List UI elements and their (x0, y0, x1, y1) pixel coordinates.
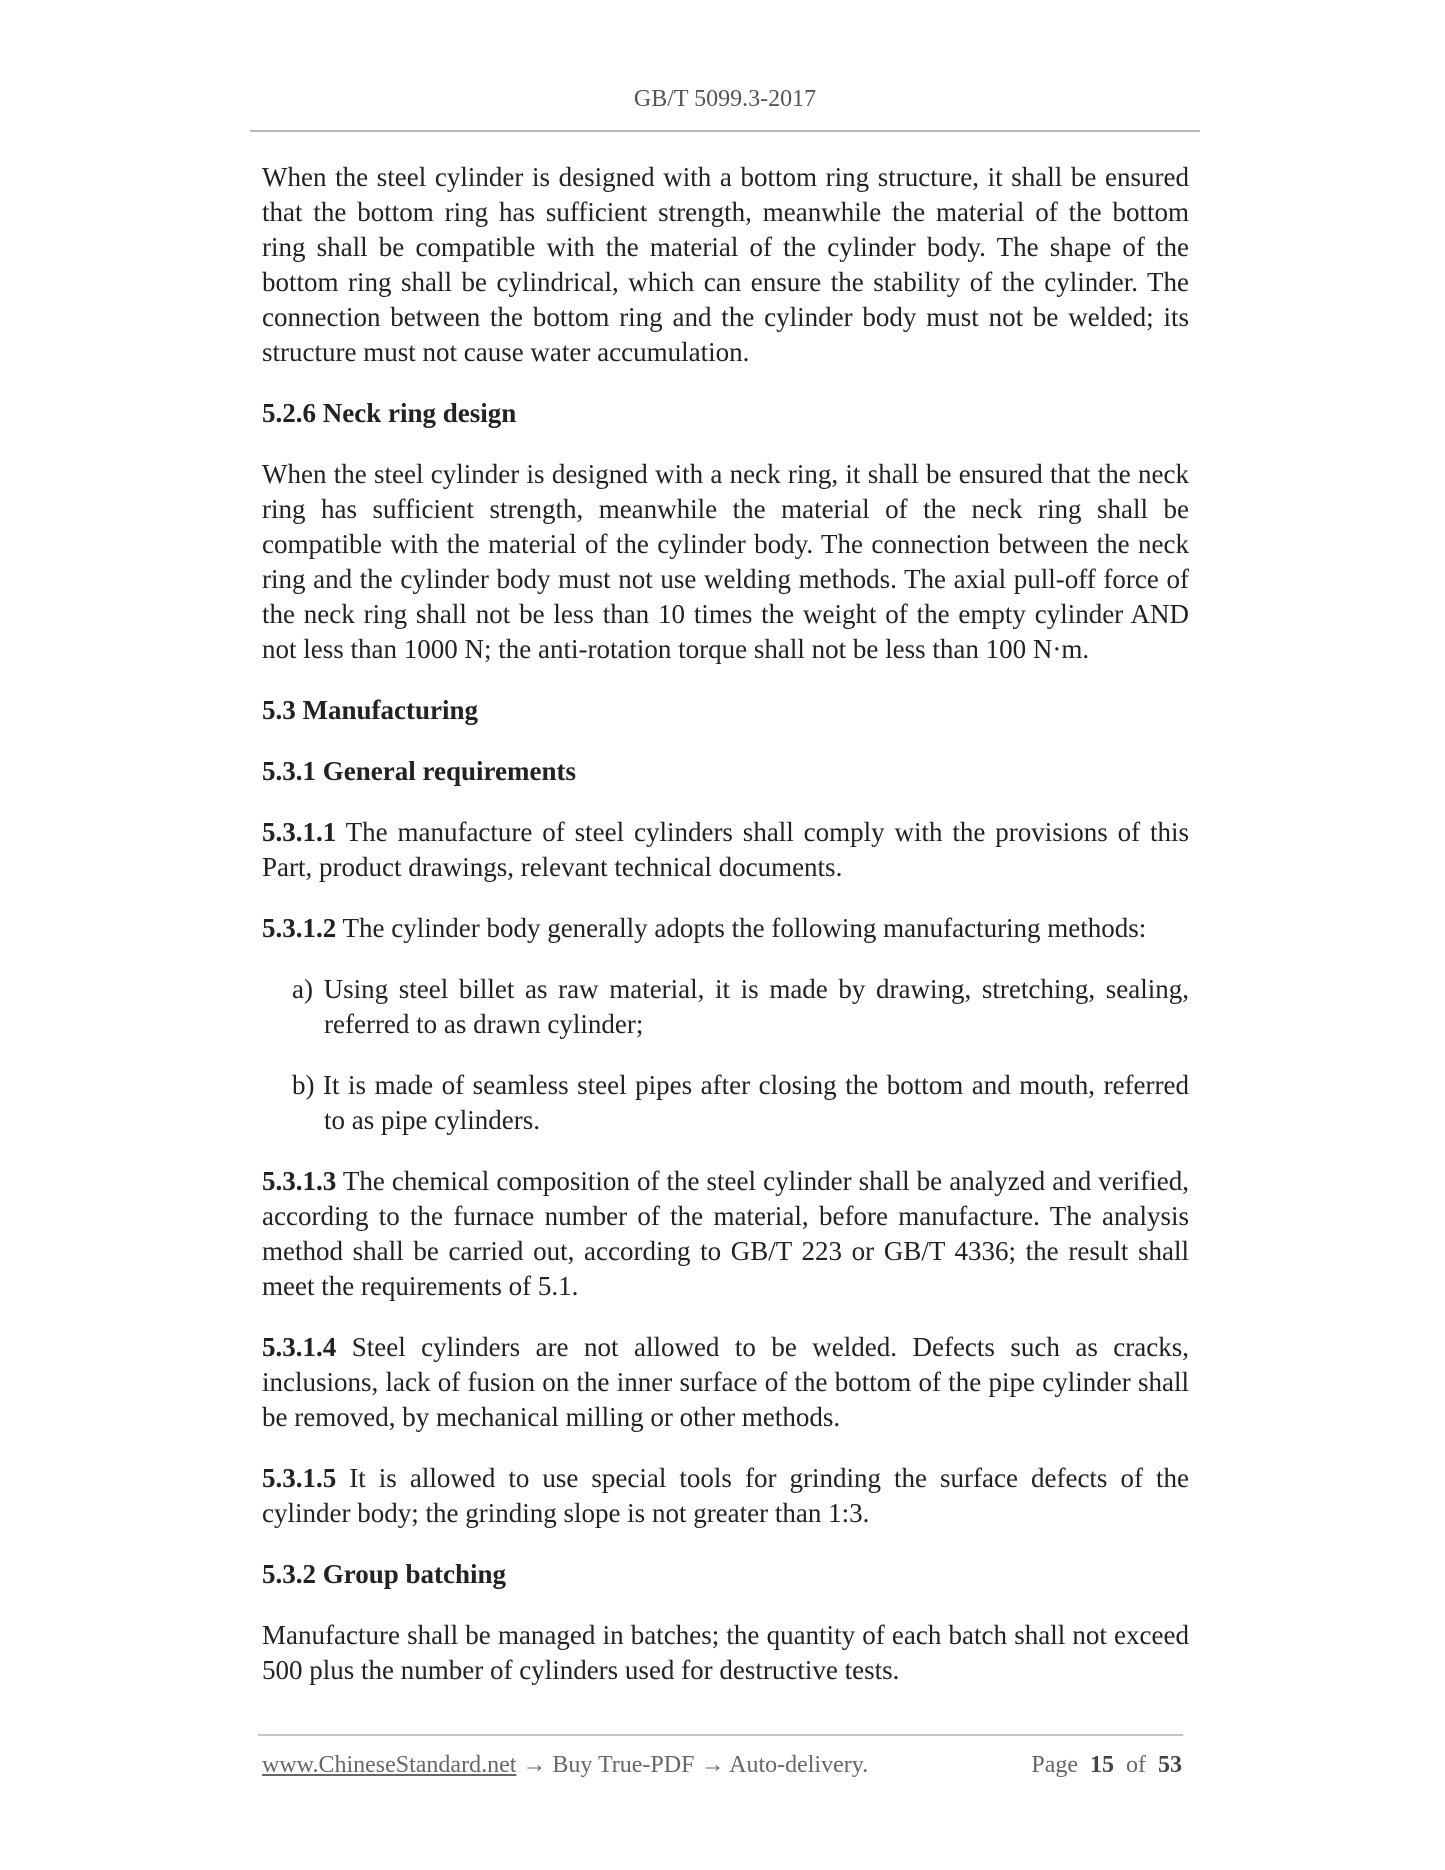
page-label: Page (1031, 1752, 1078, 1778)
clause-5-3-1-5 (262, 1461, 1189, 1531)
footer-promo-text: → Buy True-PDF → Auto-delivery. (516, 1752, 869, 1778)
clause-number: 5.3.1.1 (262, 817, 337, 847)
clause-5-3-1-4 (262, 1330, 1189, 1435)
clause-text: Steel cylinders are not allowed to be welded. Defects such as cracks, inclusions, lack of fusion on the inner surface of the bottom of the pipe cylinder shall be removed, by mechanical milling or other methods. (262, 1332, 1189, 1432)
list-item-b: b) It is made of seamless steel pipes after closing the bottom and mouth, referred to as pipe cylinders. (292, 1070, 1189, 1135)
document-header-id: GB/T 5099.3-2017 (633, 86, 817, 112)
page-current: 15 (1090, 1752, 1114, 1778)
list-item-a: a) Using steel billet as raw material, it is made by drawing, stretching, sealing, referred to as drawn cylinder; (292, 974, 1189, 1039)
clause-number: 5.3.1.4 (262, 1332, 337, 1362)
footer-divider (258, 1734, 1183, 1736)
clause-text: The chemical composition of the steel cylinder shall be analyzed and verified, according to the furnace number of the material, before manufacture. The analysis method shall be carried out, according to GB/T 223 or GB/T 4336; the result shall meet the requirements of 5.1. (262, 1166, 1189, 1301)
document-body (262, 160, 1189, 1714)
heading-5-3-2: 5.3.2 Group batching (262, 1559, 507, 1589)
clause-5-3-1-2 (262, 911, 1189, 946)
paragraph-bottom-ring: When the steel cylinder is designed with a bottom ring structure, it shall be ensured that the bottom ring has sufficient strength, meanwhile the material of the bottom ring shall be compatible with the material of the cylinder body. The shape of the bottom ring shall be cylindrical, which can ensure the stability of the cylinder. The connection between the bottom ring and the cylinder body must not be welded; its structure must not cause water accumulation. (262, 162, 1189, 367)
paragraph-neck-ring: When the steel cylinder is designed with a neck ring, it shall be ensured that the neck ring has sufficient strength, meanwhile the material of the neck ring shall be compatible with the material of the cylinder body. The connection between the neck ring and the cylinder body must not use welding methods. The axial pull-off force of the neck ring shall not be less than 10 times the weight of the empty cylinder AND not less than 1000 N; the anti-rotation torque shall not be less than 100 N·m. (262, 459, 1189, 664)
clause-5-3-1-3 (262, 1164, 1189, 1304)
header-divider (250, 130, 1200, 132)
page-of-label: of (1126, 1752, 1146, 1778)
clause-text: The manufacture of steel cylinders shall comply with the provisions of this Part, product drawings, relevant technical documents. (262, 817, 1189, 882)
clause-5-3-1-1 (262, 815, 1189, 885)
heading-5-3: 5.3 Manufacturing (262, 695, 478, 725)
clause-number: 5.3.1.5 (262, 1463, 337, 1493)
page-total: 53 (1158, 1752, 1182, 1778)
website-link[interactable]: www.ChineseStandard.net (262, 1752, 517, 1778)
clause-number: 5.3.1.2 (262, 913, 337, 943)
page-number (1031, 1752, 1182, 1779)
clause-number: 5.3.1.3 (262, 1166, 337, 1196)
footer-promo (262, 1752, 868, 1779)
clause-text: The cylinder body generally adopts the following manufacturing methods: (336, 913, 1147, 943)
heading-5-2-6: 5.2.6 Neck ring design (262, 398, 517, 428)
heading-5-3-1: 5.3.1 General requirements (262, 756, 576, 786)
paragraph-batching: Manufacture shall be managed in batches; the quantity of each batch shall not exceed 500 plus the number of cylinders used for destructive tests. (262, 1620, 1189, 1685)
clause-text: It is allowed to use special tools for grinding the surface defects of the cylinder body; the grinding slope is not greater than 1:3. (262, 1463, 1189, 1528)
